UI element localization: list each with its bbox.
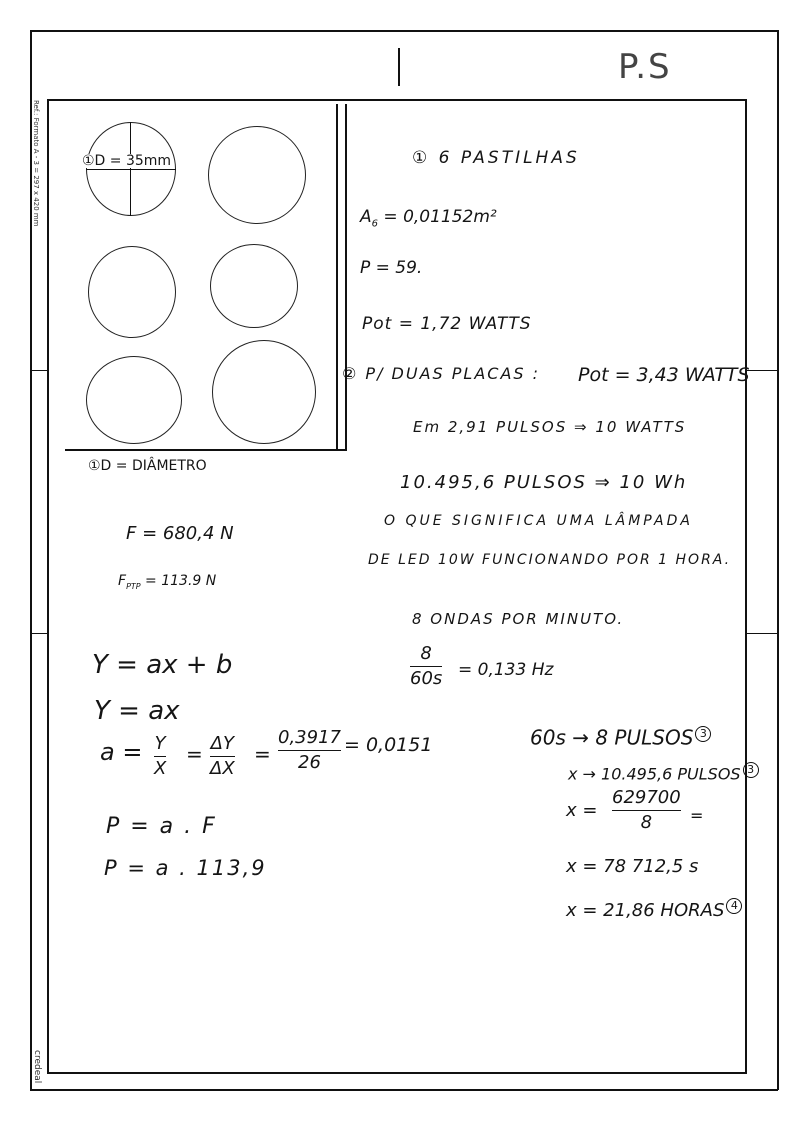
equation-linear: Y = ax + b <box>92 650 233 680</box>
area-value <box>360 209 497 229</box>
fraction-values <box>278 728 341 773</box>
rule-2-text: x → 10.495,6 PULSOS <box>568 764 741 784</box>
fold-mark-left-2 <box>30 633 48 634</box>
item-2-two-plates: ② P/ DUAS PLACAS : <box>342 364 541 383</box>
power-value-1: Pot = 1,72 WATTS <box>362 314 532 334</box>
corner-mark: P.S <box>618 47 672 87</box>
force-ptp-subscript: PTP <box>126 581 141 591</box>
frequency-num: 8 <box>420 643 432 664</box>
pad-1-horizontal-axis <box>86 169 176 170</box>
fraction-values-den: 26 <box>298 751 321 773</box>
fold-mark-left-1 <box>30 370 48 371</box>
outer-frame-top <box>30 30 778 32</box>
equation-slope-eq2: = <box>254 742 271 766</box>
pad-circle-4 <box>210 244 298 328</box>
figure-divider-horizontal <box>65 449 347 451</box>
rule-of-three-2 <box>568 762 759 782</box>
outer-frame-bottom <box>30 1089 778 1091</box>
power-value-2: Pot = 3,43 WATTS <box>578 364 750 386</box>
fraction-delta <box>210 734 235 779</box>
pressure-value: P = 59. <box>360 258 423 278</box>
fold-mark-right-2 <box>746 633 778 634</box>
inner-frame-left <box>47 99 49 1074</box>
force-ptp-value <box>118 574 216 591</box>
equation-proportional: Y = ax <box>94 696 180 726</box>
equation-power: P = a . F <box>106 814 217 839</box>
format-reference: Ref.: Formato A - 3 = 297 x 420 mm <box>32 100 40 227</box>
meaning-line-2: DE LED 10W FUNCIONANDO POR 1 HORA. <box>368 552 732 568</box>
force-ptp-symbol: F <box>118 573 127 589</box>
rule-3-num: 629700 <box>612 787 681 808</box>
force-ptp-number: = 113.9 N <box>140 573 217 589</box>
rule-3-fraction <box>612 788 681 833</box>
fold-mark-right-1 <box>746 370 778 371</box>
pad-diameter-label: ①D = 35mm <box>82 153 172 169</box>
rule-5-ref: 4 <box>726 898 742 914</box>
area-subscript: 6 <box>371 218 379 230</box>
rule-3-den: 8 <box>640 811 653 833</box>
rule-3-x: x = <box>566 800 598 821</box>
area-symbol: A <box>360 207 372 227</box>
fraction-y-over-x-den: X <box>154 757 167 779</box>
outer-frame-right <box>777 30 779 1090</box>
fraction-y-over-x-num: Y <box>154 733 166 754</box>
waves-per-minute: 8 ONDAS POR MINUTO. <box>412 610 625 628</box>
frequency-value: = 0,133 Hz <box>458 660 554 680</box>
fraction-delta-den: ΔX <box>210 757 235 779</box>
rule-1-ref: 3 <box>695 726 711 742</box>
inner-frame-bottom <box>47 1072 747 1074</box>
fraction-y-over-x <box>154 734 166 779</box>
inner-frame-right <box>745 99 747 1074</box>
figure-divider-vertical <box>336 104 338 449</box>
rule-of-three-5 <box>566 898 742 920</box>
area-number: = 0,01152m² <box>378 207 497 227</box>
fraction-delta-num: ΔY <box>210 733 234 754</box>
pad-circle-2 <box>208 126 306 224</box>
rule-of-three-4: x = 78 712,5 s <box>566 856 699 877</box>
brand-logo-text: credeal <box>32 1050 42 1084</box>
equation-slope-eq1: = <box>186 742 203 766</box>
pad-circle-5 <box>86 356 182 444</box>
pulses-line-2: 10.495,6 PULSOS ⇒ 10 Wh <box>400 472 688 493</box>
frequency-den: 60s <box>410 667 443 689</box>
inner-frame-top <box>47 99 747 101</box>
equation-power-value: P = a . 113,9 <box>104 856 267 880</box>
meaning-line-1: O QUE SIGNIFICA UMA LÂMPADA <box>384 513 693 529</box>
figure-legend: ①D = DIÂMETRO <box>88 458 207 474</box>
pad-circle-6 <box>212 340 316 444</box>
pulses-line-1: Em 2,91 PULSOS ⇒ 10 WATTS <box>413 418 687 436</box>
rule-3-eq: = <box>690 806 704 825</box>
fraction-values-num: 0,3917 <box>278 727 341 748</box>
force-value: F = 680,4 N <box>126 523 234 544</box>
rule-5-text: x = 21,86 HORAS <box>566 900 725 921</box>
frequency-fraction <box>410 644 442 689</box>
figure-divider-vertical-2 <box>345 104 347 449</box>
rule-of-three-1 <box>530 726 711 748</box>
rule-1-text: 60s → 8 PULSOS <box>530 725 694 750</box>
item-1-pads: ① 6 PASTILHAS <box>412 148 580 168</box>
pad-circle-3 <box>88 246 176 338</box>
equation-slope-result: = 0,0151 <box>344 734 433 756</box>
rule-2-ref: 3 <box>743 762 759 778</box>
equation-slope-label: a = <box>100 738 143 766</box>
top-tick-mark <box>398 48 400 86</box>
